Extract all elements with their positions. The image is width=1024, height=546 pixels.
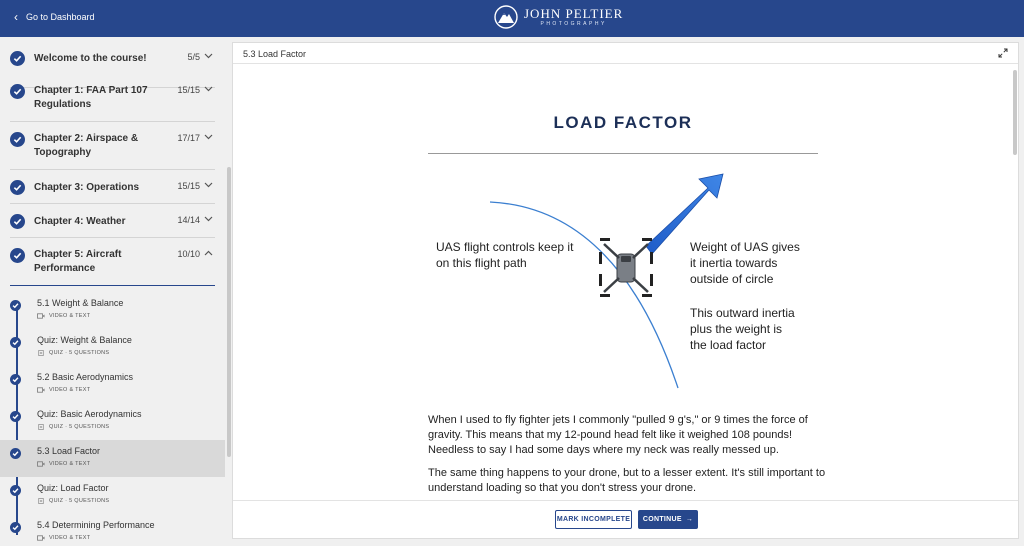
chapter-title: Chapter 5: Aircraft Performance [34,249,122,274]
lesson-item[interactable] [0,477,225,514]
lesson-title: 5.1 Weight & Balance [37,298,124,308]
chapter-progress-count: 15/15 [177,181,200,191]
body-paragraph: When I used to fly fighter jets I commonly "pulled 9 g's," or 9 times the force of gravity. This means that my 12-pound head felt like it weighed 108 pounds! Needless to say I had some days where my neck was really messed up. [428,414,808,456]
chapter-title: Welcome to the course! [34,53,147,64]
chevron-down-icon[interactable] [202,84,214,95]
video-icon [37,461,45,467]
diagram-label-inertia: Weight of UAS gives it inertia towards outside of circle [690,240,800,286]
quiz-icon [37,350,45,356]
chapter-1[interactable] [10,84,215,122]
brand-name: JOHN PELTIER [524,6,624,21]
lesson-title: 5.4 Determining Performance [37,520,155,530]
lesson-meta: VIDEO & TEXT [37,387,90,393]
chapter-2[interactable] [10,132,215,170]
diagram-label-load-factor: This outward inertia plus the weight is the load factor [690,306,795,352]
lesson-item-active[interactable] [0,440,225,477]
brand-subtitle: PHOTOGRAPHY [540,21,607,27]
lesson-item[interactable] [0,292,225,329]
mountain-logo-icon [494,4,518,30]
heading-divider [428,153,818,154]
lesson-item[interactable] [0,403,225,440]
lesson-meta: VIDEO & TEXT [37,535,90,541]
chapter-welcome[interactable] [10,51,215,88]
check-circle-icon [10,214,25,229]
diagram-label-flight-controls: UAS flight controls keep it on this flight path [436,240,574,270]
continue-label: CONTINUE [642,516,682,523]
lesson-heading: LOAD FACTOR [553,113,693,132]
check-circle-icon [10,248,25,263]
chapter-progress-count: 17/17 [177,133,200,143]
check-circle-icon [10,374,21,385]
chapter-progress-count: 10/10 [177,249,200,259]
chapter-5[interactable] [10,248,215,286]
top-bar [0,0,1024,37]
expand-icon[interactable] [998,48,1008,58]
mark-incomplete-button[interactable]: MARK INCOMPLETE [555,510,632,529]
lesson-content-panel [232,42,1019,539]
check-circle-icon [10,448,21,459]
check-circle-icon [10,300,21,311]
chevron-up-icon[interactable] [202,248,214,259]
continue-button[interactable] [638,510,698,529]
check-circle-icon [10,485,21,496]
check-circle-icon [10,84,25,99]
content-scrollbar[interactable] [1013,70,1017,155]
chapter-progress-count: 14/14 [177,215,200,225]
check-circle-icon [10,337,21,348]
chevron-down-icon[interactable] [202,132,214,143]
chevron-down-icon[interactable] [202,51,214,62]
lesson-meta: QUIZ · 5 QUESTIONS [37,350,109,356]
chevron-down-icon[interactable] [202,180,214,191]
video-icon [37,387,45,393]
check-circle-icon [10,411,21,422]
video-icon [37,313,45,319]
content-header [233,43,1018,64]
chapter-title: Chapter 2: Airspace & Topography [34,133,139,158]
check-circle-icon [10,522,21,533]
chevron-down-icon[interactable] [202,214,214,225]
chapter-title: Chapter 3: Operations [34,182,140,193]
go-to-dashboard-link[interactable] [14,11,95,23]
lesson-meta: QUIZ · 5 QUESTIONS [37,424,109,430]
quiz-icon [37,498,45,504]
lesson-title: Quiz: Weight & Balance [37,335,132,345]
brand-logo [494,4,623,30]
chapter-4[interactable] [10,214,215,238]
chapter-title: Chapter 1: FAA Part 107 Regulations [34,85,148,110]
lesson-title: Quiz: Basic Aerodynamics [37,409,142,419]
chapter-3[interactable] [10,180,215,204]
video-icon [37,535,45,541]
chapter-progress-count: 15/15 [177,85,200,95]
lesson-title: 5.2 Basic Aerodynamics [37,372,134,382]
course-outline-sidebar [0,37,232,546]
sidebar-scrollbar[interactable] [227,167,231,457]
body-paragraph: The same thing happens to your drone, but to a lesser extent. It's still important to understand loading so that you don't stress your drone. [428,467,826,494]
check-circle-icon [10,180,25,195]
lesson-title: 5.3 Load Factor [37,446,101,456]
go-to-dashboard-label: Go to Dashboard [26,12,95,22]
lesson-meta: VIDEO & TEXT [37,461,90,467]
lesson-item[interactable] [0,329,225,366]
drone-icon [599,238,653,297]
check-circle-icon [10,132,25,147]
lesson-meta: QUIZ · 5 QUESTIONS [37,498,109,504]
lesson-item[interactable] [0,366,225,403]
load-factor-diagram [428,168,828,398]
check-circle-icon [10,51,25,66]
lesson-item[interactable] [0,514,225,546]
lesson-meta: VIDEO & TEXT [37,313,90,319]
arrow-right-icon: → [685,516,694,523]
chapter-progress-count: 5/5 [187,52,200,62]
chevron-left-icon: ‹ [14,10,18,24]
lesson-title: Quiz: Load Factor [37,483,109,493]
quiz-icon [37,424,45,430]
lesson-header-title: 5.3 Load Factor [243,49,307,59]
lesson-footer [233,500,1018,538]
chapter-title: Chapter 4: Weather [34,216,126,227]
